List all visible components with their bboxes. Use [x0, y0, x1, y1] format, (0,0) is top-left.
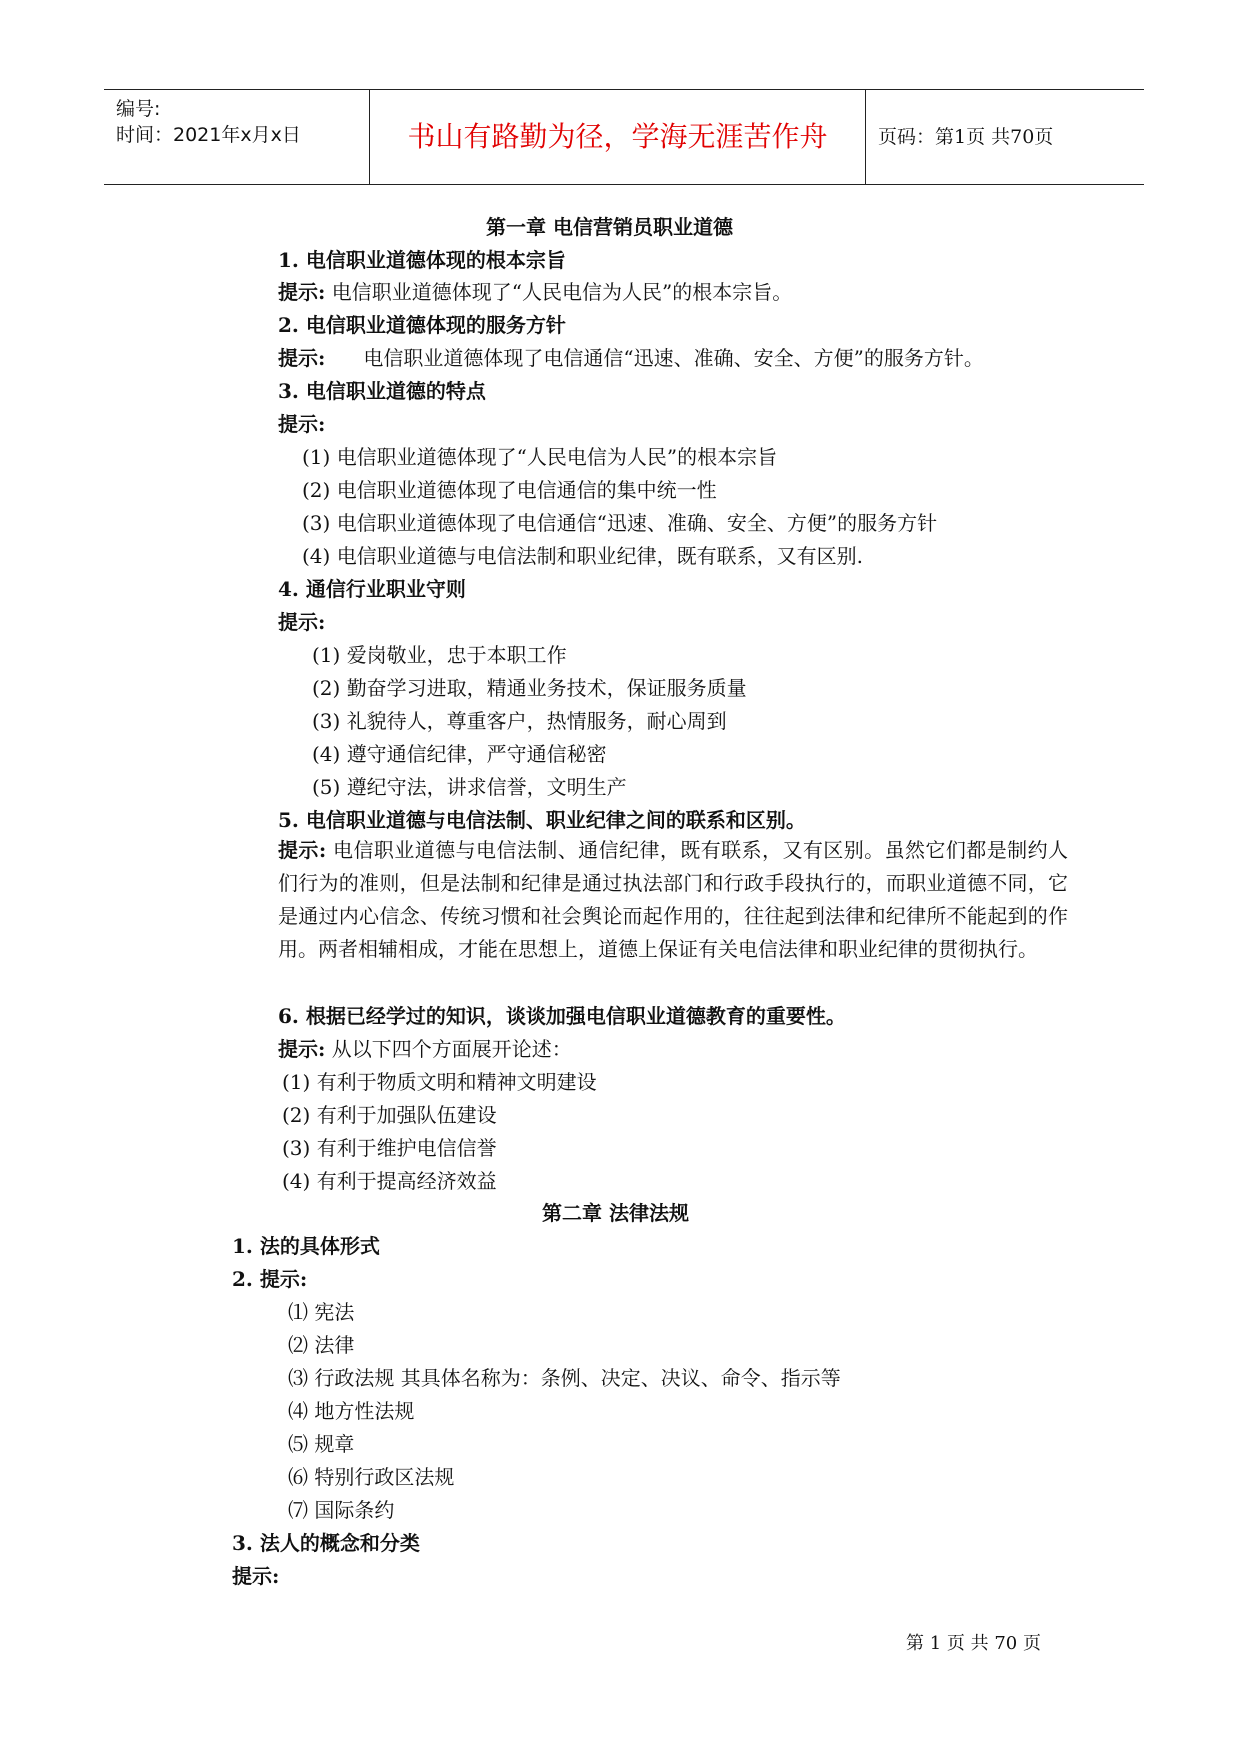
- list-item: ⑹ 特别行政区法规: [288, 1465, 455, 1489]
- list-item: ⑶ 行政法规 其具体名称为：条例、决定、决议、命令、指示等: [288, 1366, 841, 1390]
- list-item: (1) 爱岗敬业，忠于本职工作: [312, 643, 567, 667]
- list-item: ⑵ 法律: [288, 1333, 355, 1357]
- hint-2: 提示: 电信职业道德体现了电信通信“迅速、准确、安全、方便”的服务方针。: [278, 346, 984, 370]
- list-item: (2) 有利于加强队伍建设: [282, 1103, 497, 1127]
- list-item: (3) 电信职业道德体现了电信通信“迅速、准确、安全、方便”的服务方针: [302, 511, 938, 535]
- page-info: 页码：第1页 共70页: [878, 126, 1054, 148]
- ch2-question-3: 3. 法人的概念和分类: [232, 1531, 420, 1555]
- header-info-cell: [104, 90, 370, 184]
- question-3: 3. 电信职业道德的特点: [278, 379, 486, 403]
- list-item: (1) 电信职业道德体现了“人民电信为人民”的根本宗旨: [302, 445, 778, 469]
- motto: 书山有路勤为径，学海无涯苦作舟: [370, 90, 866, 184]
- ch2-question-2: 2. 提示:: [232, 1267, 308, 1291]
- page-footer: 第 1 页 共 70 页: [906, 1633, 1041, 1654]
- ch2-hint-3-label: 提示:: [232, 1564, 280, 1588]
- hint-6: 提示: 从以下四个方面展开论述：: [278, 1037, 572, 1061]
- list-item: (3) 礼貌待人，尊重客户，热情服务，耐心周到: [312, 709, 727, 733]
- list-item: (3) 有利于维护电信信誉: [282, 1136, 497, 1160]
- question-2: 2. 电信职业道德体现的服务方针: [278, 313, 566, 337]
- question-1: 1. 电信职业道德体现的根本宗旨: [278, 248, 566, 272]
- hint-3-label: 提示:: [278, 412, 326, 436]
- question-5: 5. 电信职业道德与电信法制、职业纪律之间的联系和区别。: [278, 808, 806, 832]
- chapter2-title: 第二章 法律法规: [542, 1201, 689, 1225]
- number-label: 编号:: [116, 98, 161, 120]
- chapter1-title: 第一章 电信营销员职业道德: [486, 215, 733, 239]
- list-item: (5) 遵纪守法，讲求信誉，文明生产: [312, 775, 627, 799]
- hint-4-label: 提示:: [278, 610, 326, 634]
- question-6: 6. 根据已经学过的知识，谈谈加强电信职业道德教育的重要性。: [278, 1004, 846, 1028]
- hint-1: 提示: 电信职业道德体现了“人民电信为人民”的根本宗旨。: [278, 280, 793, 304]
- list-item: ⑷ 地方性法规: [288, 1399, 415, 1423]
- hint-5-paragraph: 提示: 电信职业道德与电信法制、通信纪律，既有联系，又有区别。虽然它们都是制约人们行为的准则，但是法制和纪律是通过执法部门和行政手段执行的，而职业道德不同，它是通过内心信念、传统习惯和社会舆论而起作用的，往往起到法律和纪律所不能起到的作用。两者相辅相成，才能在思想上，道德上保证有关电信法律和职业纪律的贯彻执行。: [278, 838, 1069, 961]
- document-header: [104, 89, 1144, 185]
- time-label: 时间：2021年x月x日: [116, 124, 301, 146]
- list-item: (2) 电信职业道德体现了电信通信的集中统一性: [302, 478, 717, 502]
- list-item: (1) 有利于物质文明和精神文明建设: [282, 1070, 597, 1094]
- list-item: (4) 电信职业道德与电信法制和职业纪律，既有联系，又有区别.: [302, 544, 864, 568]
- list-item: ⑺ 国际条约: [288, 1498, 395, 1522]
- list-item: ⑸ 规章: [288, 1432, 355, 1456]
- list-item: (4) 遵守通信纪律，严守通信秘密: [312, 742, 607, 766]
- list-item: (4) 有利于提高经济效益: [282, 1169, 497, 1193]
- list-item: (2) 勤奋学习进取，精通业务技术，保证服务质量: [312, 676, 747, 700]
- list-item: ⑴ 宪法: [288, 1300, 355, 1324]
- question-4: 4. 通信行业职业守则: [278, 577, 466, 601]
- ch2-question-1: 1. 法的具体形式: [232, 1234, 380, 1258]
